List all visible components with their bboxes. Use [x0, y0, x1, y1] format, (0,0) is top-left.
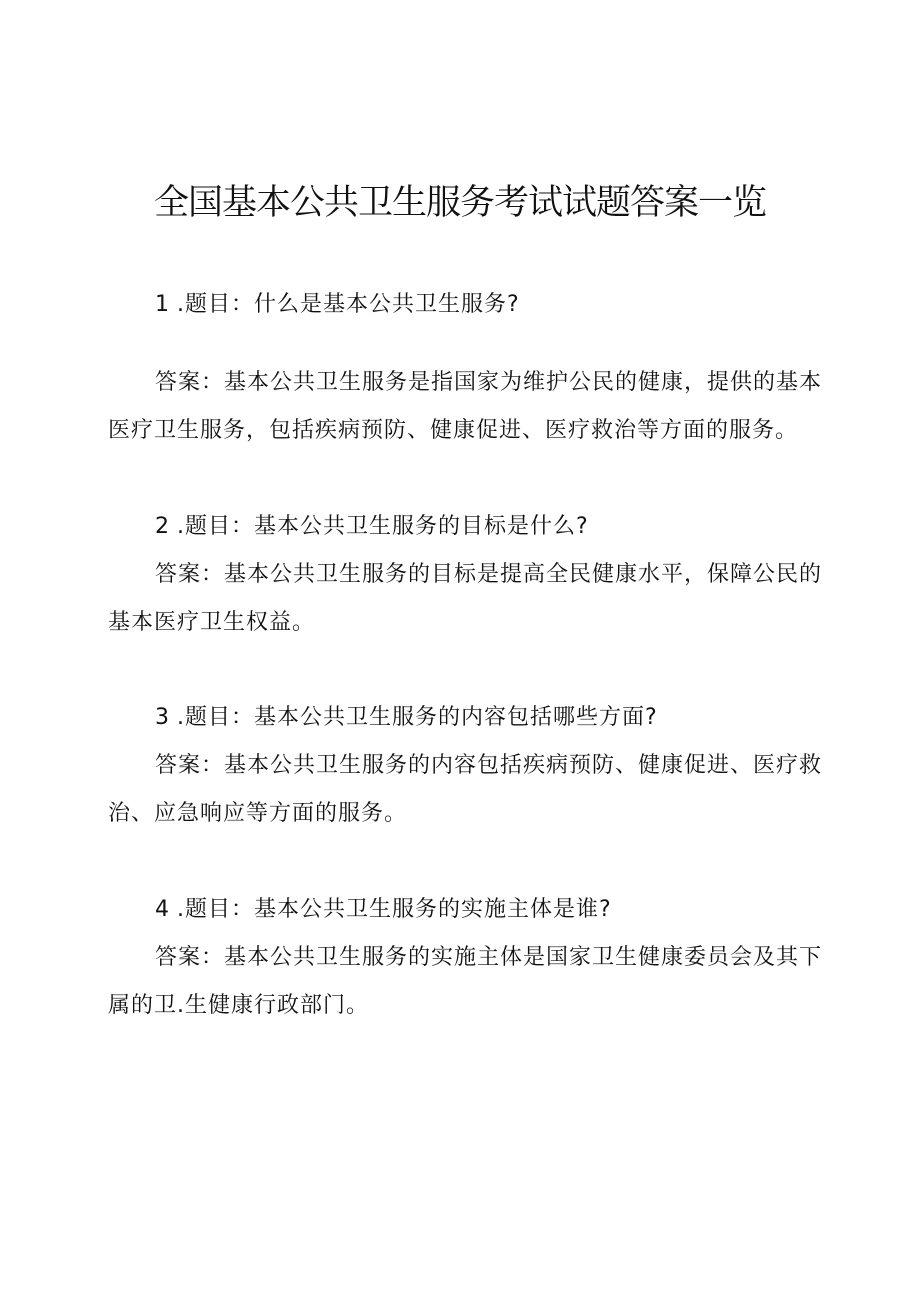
answer-2-line-1: 答案：基本公共卫生服务的目标是提高全民健康水平，保障公民的	[155, 562, 823, 587]
question-number: 4	[155, 897, 170, 922]
answer-1-line-1: 答案：基本公共卫生服务是指国家为维护公民的健康，提供的基本	[155, 370, 823, 395]
question-number: 1	[155, 292, 170, 317]
question-text: .题目：什么是基本公共卫生服务?	[177, 292, 520, 317]
question-4	[155, 895, 612, 925]
question-number: 2	[155, 514, 170, 539]
answer-3-line-1: 答案：基本公共卫生服务的内容包括疾病预防、健康促进、医疗救	[155, 753, 823, 778]
answer-4-line-1: 答案：基本公共卫生服务的实施主体是国家卫生健康委员会及其下	[155, 945, 823, 970]
question-text: .题目：基本公共卫生服务的内容包括哪些方面?	[177, 705, 658, 730]
question-number: 3	[155, 705, 170, 730]
question-1	[155, 290, 520, 320]
document-title: 全国基本公共卫生服务考试试题答案一览	[153, 183, 766, 223]
answer-3-line-2: 治、应急响应等方面的服务。	[108, 801, 408, 826]
question-text: .题目：基本公共卫生服务的实施主体是谁?	[177, 897, 612, 922]
question-2	[155, 512, 589, 542]
answer-1-line-2: 医疗卫生服务，包括疾病预防、健康促进、医疗救治等方面的服务。	[108, 418, 799, 443]
answer-2-line-2: 基本医疗卫生权益。	[108, 610, 316, 635]
answer-4-line-2: 属的卫.生健康行政部门。	[108, 993, 369, 1018]
question-3	[155, 703, 658, 733]
question-text: .题目：基本公共卫生服务的目标是什么?	[177, 514, 589, 539]
